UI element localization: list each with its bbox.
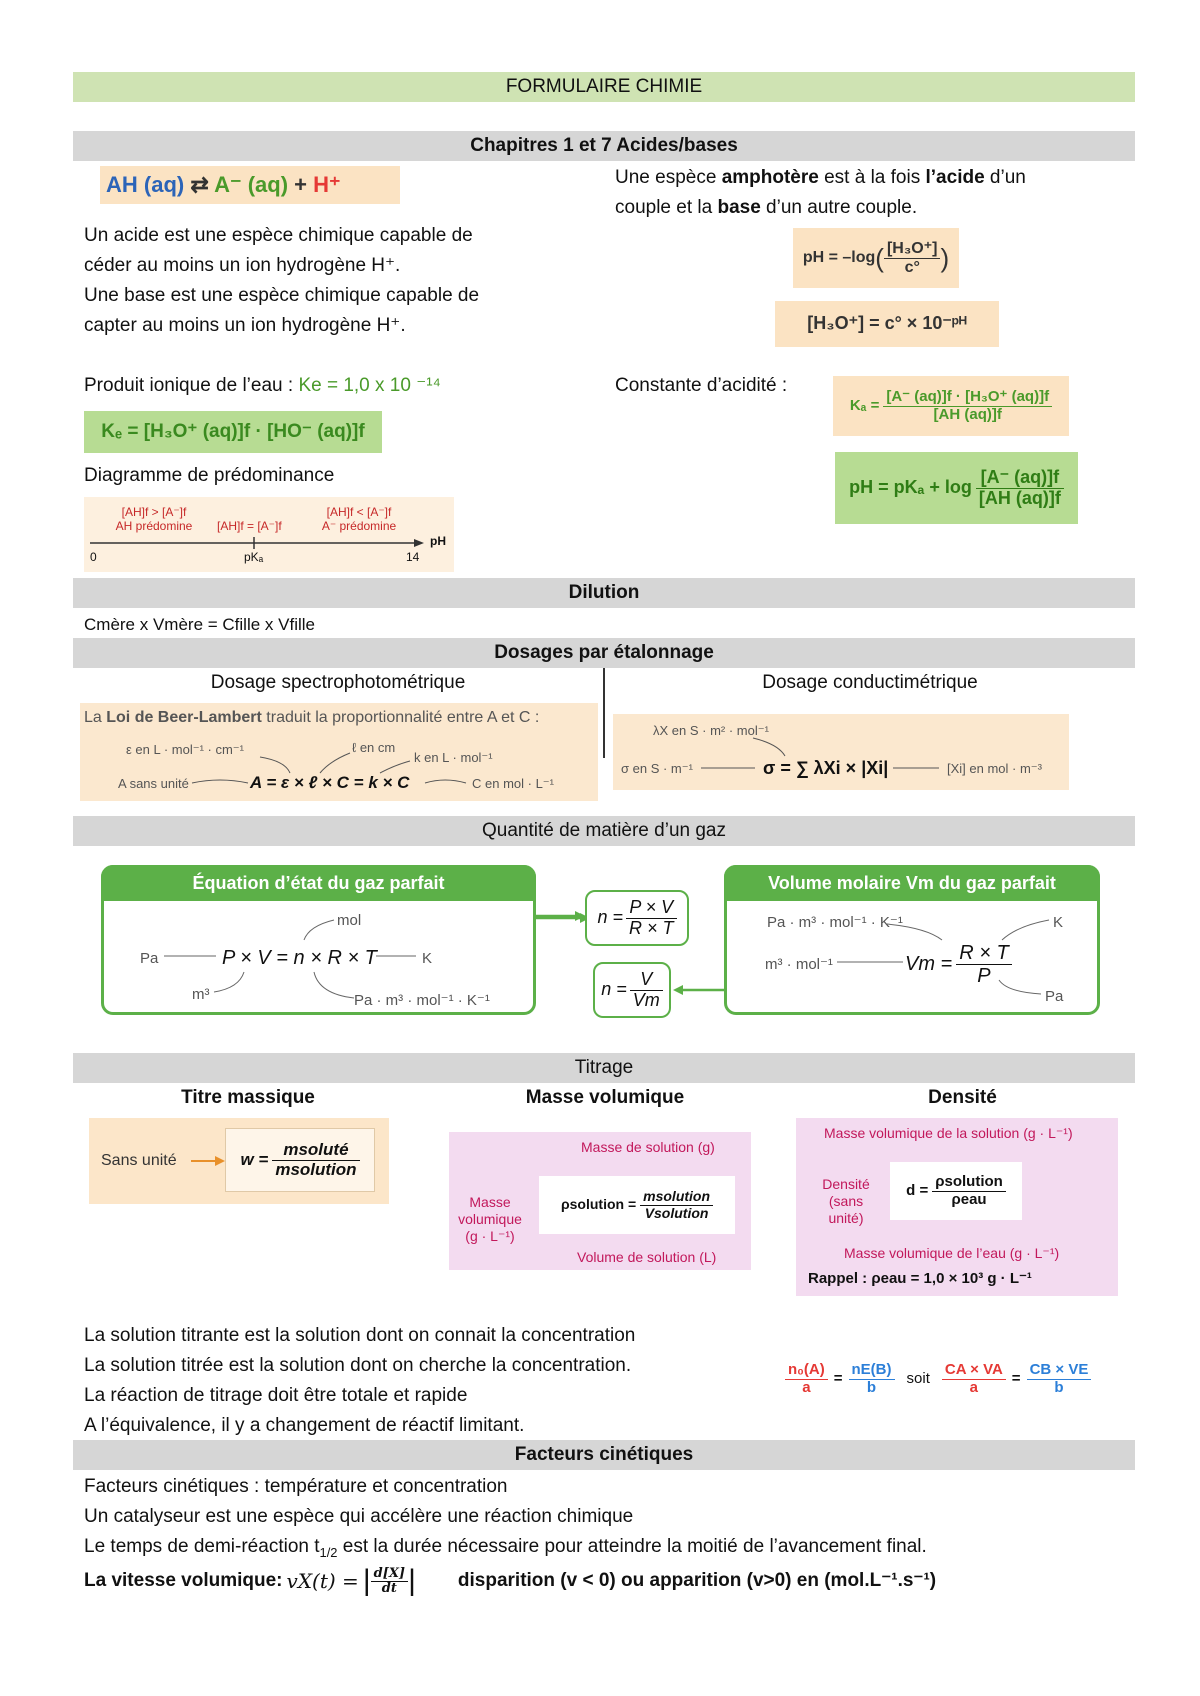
molar-volume-k: K [1053,914,1064,931]
vm-to-n-arrow [671,980,731,1000]
molar-volume-formula: Vm = $\frac{R \times T}{P}$ [905,942,1012,987]
eq-to-n-arrow [531,906,591,926]
pred-axis-label: pH [430,534,446,548]
reaction-plus: + [294,172,308,197]
density-formula: d = $\frac{\text{ρsolution}}{\text{ρeau}}$ [890,1162,1022,1220]
acid-def-1: Un acide est une espèce chimique capable de [84,225,473,246]
beer-a-unit: A sans unité [118,776,189,791]
ka-lhs: Kₐ = [849,397,880,415]
pred-pka: pKₐ [244,550,264,564]
pred-zero: 0 [90,550,97,564]
section-acid-base: Chapitres 1 et 7 Acides/bases [73,131,1135,161]
density-recall: Rappel : ρeau = 1,0 × 10³ g · L⁻¹ [808,1270,1032,1287]
ideal-gas-arrows [104,868,539,1018]
molar-volume-title: Volume molaire Vm du gaz parfait [724,865,1100,901]
section-titration: Titrage [73,1053,1135,1083]
reaction-proton: H⁺ [313,172,341,197]
ionic-product-label: Produit ionique de l’eau : [84,375,299,396]
ph-pka-formula-box [835,452,1078,524]
dilution-formula: Cmère x Vmère = Cfille x Vfille [84,615,315,634]
speed-label: La vitesse volumique: [84,1569,283,1591]
conductivity-box [613,714,1069,790]
cond-x-unit: [Xi] en mol · m⁻³ [947,761,1042,776]
molar-volume-panel [724,865,1100,1015]
beer-title: La Loi de Beer-Lambert traduit la proportionnalité entre A et C : [84,709,540,726]
kinetics-line-2: Un catalyseur est une espèce qui accélère une réaction chimique [84,1506,634,1527]
kinetics-speed-line: La vitesse volumique: vX(t) = | $\frac{d[X]}{dt}$ | disparition (v < 0) ou apparition (v>0) en (mol.L⁻¹.s⁻¹) [84,1564,937,1597]
molar-volume-arrows [727,868,1103,1018]
beer-k-unit: k en L · mol⁻¹ [414,750,493,765]
section-kinetics: Facteurs cinétiques [73,1440,1135,1470]
section-gas: Quantité de matière d’un gaz [73,816,1135,846]
pred-mid-cond: [AH]f = [A⁻]f [217,519,282,533]
ideal-gas-r-unit: Pa · m³ · mol⁻¹ · K⁻¹ [354,992,490,1009]
ka-label: Constante d’acidité : [615,375,788,396]
reaction-arrow: ⇄ [190,172,209,197]
ideal-gas-panel [101,865,536,1015]
mass-title-arrow [189,1151,229,1171]
titration-line-4: A l’équivalence, il y a changement de réactif limitant. [84,1415,525,1436]
ka-fraction: $\frac{\text{[A⁻ (aq)]f · [H₃O⁺ (aq)]f}}{[AH (aq)]f}$ [883,389,1052,423]
n-formula-2: n = $\frac{V}{Vm}$ [593,962,671,1018]
density-box [796,1118,1118,1296]
titration-line-2: La solution titrée est la solution dont on cherche la concentration. [84,1355,632,1376]
titration-line-1: La solution titrante est la solution dont on connait la concentration [84,1325,636,1346]
h3o-formula-box [775,301,999,347]
rho-formula: ρsolution = $\frac{\text{msolution}}{\text{Vsolution}}$ [539,1176,735,1234]
n-formula-1: n = $\frac{P \times V}{R \times T}$ [585,890,689,946]
kinetics-line-3: Le temps de demi-réaction $t_{1/2}$ est la durée nécessaire pour atteindre la moitié de l’avancement final. [84,1536,927,1560]
equivalence-formula: $\frac{\text{n₀(A)}}{a}$ = $\frac{nE(B)}{b}$ soit $\frac{CA \times VA}{a}$ = $\frac{CB \times VE}{b}$ [785,1362,1091,1396]
titration-line-3: La réaction de titrage doit être totale et rapide [84,1385,468,1406]
beer-lambert-box [80,703,598,801]
molar-volume-m3: m³ · mol⁻¹ [765,956,833,973]
cond-formula: σ = ∑ λXi × |Xi| [763,758,889,778]
pred-right-label: A⁻ prédomine [321,519,397,533]
molar-volume-pa: Pa [1045,988,1064,1005]
molar-volume-r-unit: Pa · m³ · mol⁻¹ · K⁻¹ [767,914,903,931]
speed-post: disparition (v < 0) ou apparition (v>0) en (mol.L⁻¹.s⁻¹) [457,1569,937,1591]
rho-top-label: Masse de solution (g) [581,1139,715,1155]
mass-title-box [89,1118,389,1204]
beer-formula: A = ε × ℓ × C = k × C [250,773,410,792]
kinetics-line-1: Facteurs cinétiques : température et concentration [84,1476,508,1497]
pred-left-label: AH prédomine [115,519,193,533]
ke-formula-box [84,411,382,453]
h3o-formula: [H₃O⁺] = c° × 10⁻ᵖᴴ [807,313,967,334]
reaction-anion: A⁻ (aq) [214,172,289,197]
reaction-acid: AH (aq) [106,172,185,197]
ideal-gas-title: Équation d’état du gaz parfait [101,865,536,901]
ionic-product-value: Ke = 1,0 x 10 ⁻¹⁴ [298,375,441,396]
col-density-title: Densité [928,1087,997,1108]
predominance-title: Diagramme de prédominance [84,465,335,486]
ideal-gas-k: K [422,950,433,967]
ke-formula: Kₑ = [H₃O⁺ (aq)]f · [HO⁻ (aq)]f [101,420,365,442]
beer-l-unit: ℓ en cm [352,740,396,755]
page-title: FORMULAIRE CHIMIE [73,72,1135,102]
base-def-2: capter au moins un ion hydrogène H⁺. [84,315,406,336]
ideal-gas-m3: m³ [192,986,210,1003]
ideal-gas-formula: P × V = n × R × T [222,947,377,969]
cond-arrows [613,714,1069,790]
speed-lhs: vX(t) = [286,1569,359,1594]
reaction-box [100,166,400,204]
mass-density-box [449,1132,751,1270]
pred-fourteen: 14 [406,550,420,564]
base-def-1: Une base est une espèce chimique capable de [84,285,480,306]
amphoteric-line-1: Une espèce amphotère est à la fois l’acide d’un [615,167,1026,188]
cond-lambda-unit: λX en S · m² · mol⁻¹ [653,723,769,738]
ph-pka-fraction: $\frac{[A^- (aq)]f}{[AH (aq)]f}$ [976,468,1064,509]
section-dilution: Dilution [73,578,1135,608]
ideal-gas-mol: mol [337,912,362,929]
ph-formula-box: pH = –log ( $\frac{\text{[H₃O⁺]}}{c^\circ}$ ) [793,228,959,288]
amphoteric-line-2: couple et la base d’un autre couple. [615,197,918,218]
beer-c-unit: C en mol · L⁻¹ [472,776,554,791]
section-calibration: Dosages par étalonnage [73,638,1135,668]
ph-pka-lhs: pH = pKₐ + log [849,477,972,498]
speed-fraction: $\frac{d[X]}{dt}$ [371,1567,408,1597]
density-left-label: Densité (sans unité) [822,1176,870,1226]
col-mass-title: Titre massique [181,1087,315,1108]
beer-epsilon-unit: ε en L · mol⁻¹ · cm⁻¹ [126,742,244,757]
col-density-mass-title: Masse volumique [525,1087,685,1108]
ph-lhs: pH = –log [802,248,876,266]
predominance-diagram [84,497,454,572]
conduct-title: Dosage conductimétrique [762,672,978,693]
ka-formula-box [833,376,1069,436]
ideal-gas-pa: Pa [140,950,159,967]
ph-fraction: $\frac{\text{[H₃O⁺]}}{c^\circ}$ [884,240,941,276]
pred-right-cond: [AH]f < [A⁻]f [326,505,392,519]
cond-sigma-unit: σ en S · m⁻¹ [621,761,693,776]
rho-bottom-label: Volume de solution (L) [577,1249,717,1265]
spectro-title: Dosage spectrophotométrique [210,672,466,693]
density-bottom-label: Masse volumique de l’eau (g · L⁻¹) [844,1245,1060,1261]
acid-def-2: céder au moins un ion hydrogène H⁺. [84,255,401,276]
beer-arrows [80,703,598,801]
mass-title-unit: Sans unité [101,1152,177,1169]
density-top-label: Masse volumique de la solution (g · L⁻¹) [824,1125,1073,1141]
rho-left-label: Masse volumique (g · L⁻¹) [458,1194,522,1244]
ionic-product-line [84,371,441,401]
calibration-divider [603,668,605,758]
mass-title-formula: w = $\frac{\text{msoluté}}{\text{msolution}}$ [225,1128,375,1192]
pred-left-cond: [AH]f > [A⁻]f [121,505,187,519]
